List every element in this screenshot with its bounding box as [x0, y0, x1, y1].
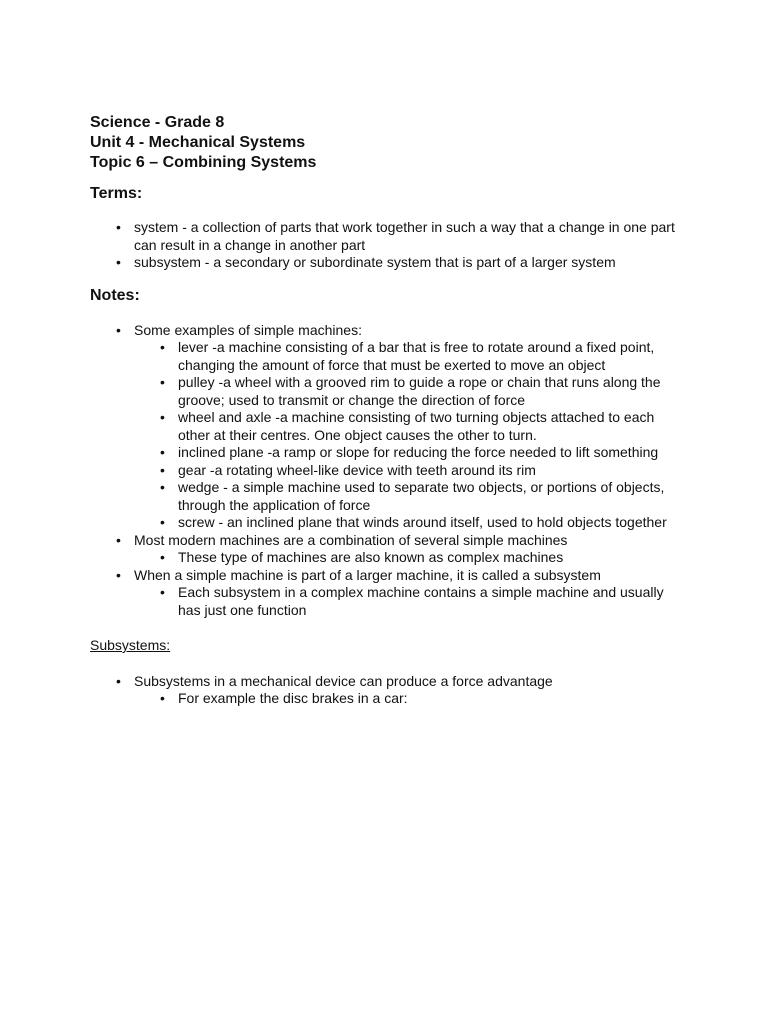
- sub-list: [134, 584, 690, 619]
- list-item-text: Some examples of simple machines:: [134, 321, 362, 338]
- course-title: Science - Grade 8: [90, 114, 225, 131]
- notes-list: [90, 322, 690, 620]
- list-item-text: Subsystems in a mechanical device can produce a force advantage: [134, 672, 553, 689]
- list-item: • subsystem - a secondary or subordinate system that is part of a larger system: [90, 254, 690, 272]
- sub-list-item: • wheel and axle -a machine consisting of two turning objects attached to each other at their centres. One object causes the other to turn.: [134, 409, 690, 444]
- sub-list-item: • screw - an inclined plane that winds around itself, used to hold objects together: [134, 514, 690, 532]
- terms-heading: Terms:: [90, 185, 143, 202]
- subsystems-list: [90, 673, 690, 708]
- list-item: [90, 567, 690, 620]
- sub-list-item: • Each subsystem in a complex machine contains a simple machine and usually has just one function: [134, 584, 690, 619]
- sub-list-item: • inclined plane -a ramp or slope for reducing the force needed to lift something: [134, 444, 690, 462]
- document-page: [90, 113, 690, 708]
- sub-list: [134, 690, 690, 708]
- sub-list-item: • These type of machines are also known as complex machines: [134, 549, 690, 567]
- sub-list: [134, 339, 690, 532]
- list-item: [90, 532, 690, 567]
- sub-list-item: • gear -a rotating wheel-like device with teeth around its rim: [134, 462, 690, 480]
- list-item-text: When a simple machine is part of a larger machine, it is called a subsystem: [134, 566, 601, 583]
- sub-list-item: • For example the disc brakes in a car:: [134, 690, 690, 708]
- terms-list: [90, 219, 690, 272]
- notes-heading: Notes:: [90, 286, 140, 304]
- subsystems-heading: Subsystems:: [90, 637, 171, 653]
- list-item: [90, 673, 690, 708]
- sub-list-item: • pulley -a wheel with a grooved rim to guide a rope or chain that runs along the groove; used to transmit or change the direction of force: [134, 374, 690, 409]
- list-item-text: Most modern machines are a combination of several simple machines: [134, 531, 568, 548]
- sub-list-item: • wedge - a simple machine used to separate two objects, or portions of objects, through the application of force: [134, 479, 690, 514]
- topic-title: Topic 6 – Combining Systems: [90, 154, 317, 171]
- sub-list: [134, 549, 690, 567]
- unit-title: Unit 4 - Mechanical Systems: [90, 134, 306, 151]
- list-item: • system - a collection of parts that work together in such a way that a change in one part can result in a change in another part: [90, 219, 690, 254]
- sub-list-item: • lever -a machine consisting of a bar that is free to rotate around a fixed point, changing the amount of force that must be exerted to move an object: [134, 339, 690, 374]
- list-item: [90, 322, 690, 532]
